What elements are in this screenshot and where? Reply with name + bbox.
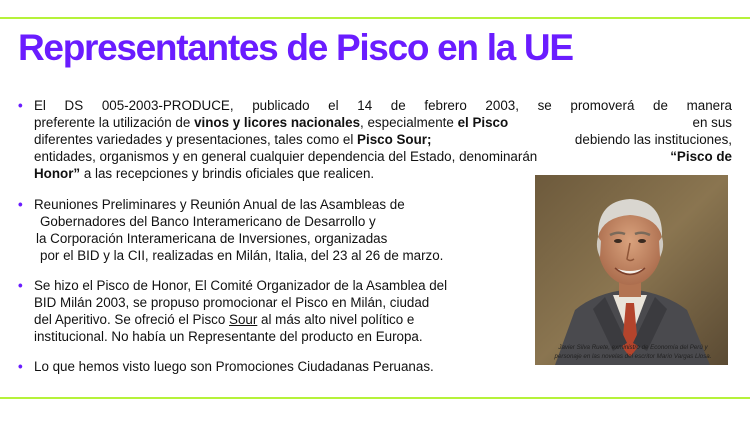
bullet-text-line: diferentes variedades y presentaciones, tales como el Pisco Sour; debiendo las instituciones,	[34, 132, 732, 147]
bullet-promociones	[18, 358, 534, 375]
bullet-text-line: del Aperitivo. Se ofreció el Pisco Sour al más alto nivel político e	[34, 312, 415, 327]
top-accent-line	[0, 17, 750, 19]
bullet-dot-icon: •	[18, 197, 23, 212]
bullet-text-line: preferente la utilización de vinos y licores nacionales , especialmente el Pisco en sus	[34, 115, 732, 130]
bullet-text-line: Gobernadores del Banco Interamericano de Desarrollo y	[40, 214, 376, 229]
bullet-pisco-de-honor	[18, 277, 514, 345]
photo-caption: Javier Silva Ruete, exministro de Economía del Perú y personaje en las novelas del escritor Mario Vargas Llosa.	[554, 344, 712, 360]
portrait-photo	[535, 175, 728, 365]
bullet-text-line: Lo que hemos visto luego son Promociones Ciudadanas Peruanas.	[34, 359, 434, 374]
portrait-illustration	[535, 175, 728, 365]
bullet-text-line: institucional. No había un Representante del producto en Europa.	[34, 329, 423, 344]
bullet-dot-icon: •	[18, 278, 23, 293]
bullet-text-line: BID Milán 2003, se propuso promocionar el Pisco en Milán, ciudad	[34, 295, 430, 310]
bullet-text-line: Se hizo el Pisco de Honor, El Comité Organizador de la Asamblea del	[34, 278, 448, 293]
bullet-text-line: Reuniones Preliminares y Reunión Anual de las Asambleas de	[34, 197, 405, 212]
slide-title: Representantes de Pisco en la UE	[18, 27, 573, 68]
bullet-text-line: entidades, organismos y en general cualquier dependencia del Estado, denominarán “Pisco de	[34, 149, 732, 164]
bullet-bid-meetings	[18, 196, 514, 264]
bullet-text-line: El DS 005-2003-PRODUCE, publicado el 14 de febrero 2003, se promoverá de manera	[34, 98, 732, 113]
bullet-dot-icon: •	[18, 98, 23, 113]
bullet-decree	[18, 97, 732, 182]
bullet-text-line: por el BID y la CII, realizadas en Milán, Italia, del 23 al 26 de marzo.	[40, 248, 444, 263]
bottom-accent-line	[0, 397, 750, 399]
bullet-dot-icon: •	[18, 359, 23, 374]
bullet-text-line: la Corporación Interamericana de Inversiones, organizadas	[36, 231, 388, 246]
bullet-text-line: Honor” a las recepciones y brindis oficiales que realicen.	[34, 166, 375, 181]
